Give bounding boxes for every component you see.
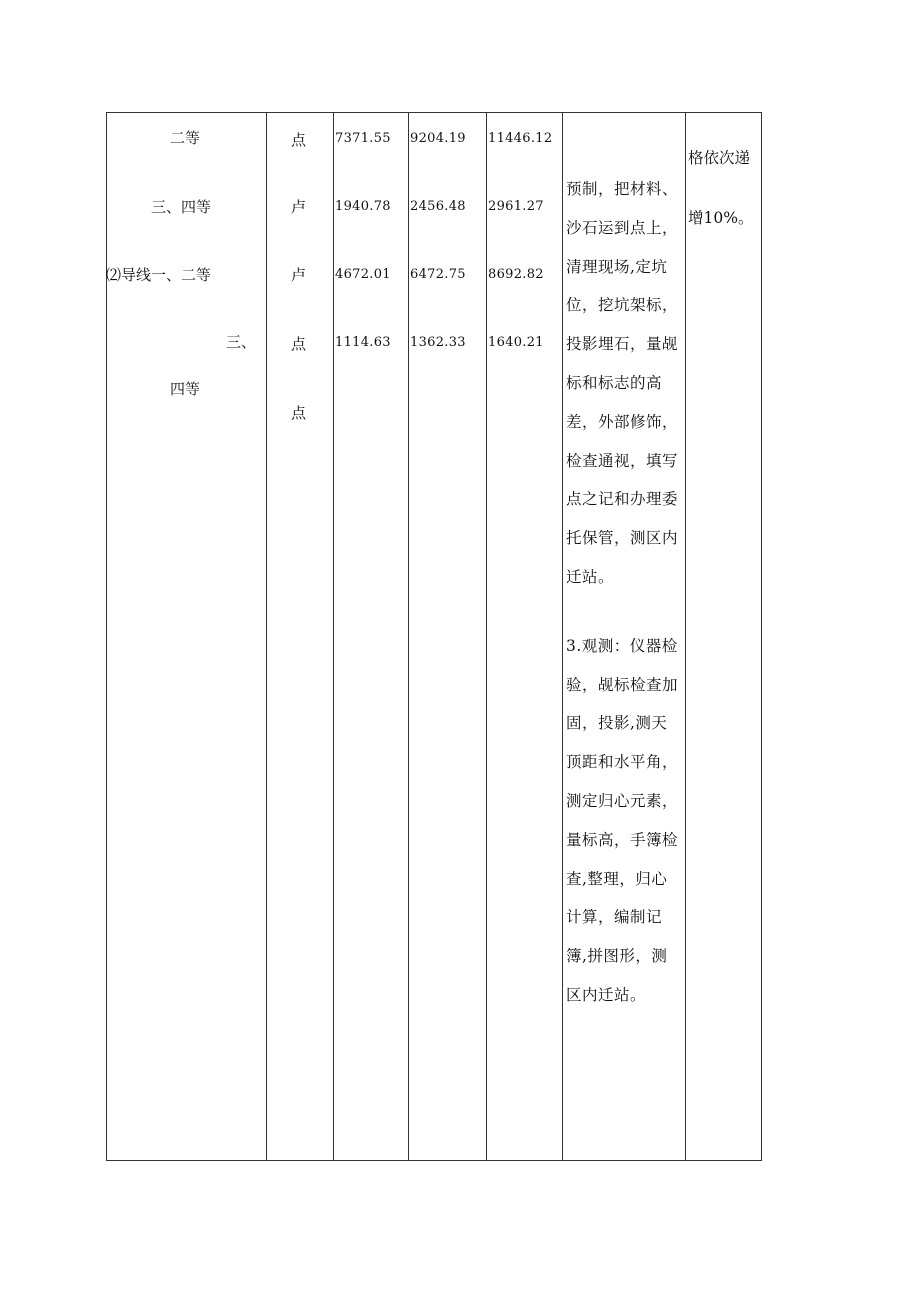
row-2-value-2: 2456.48 [410, 199, 466, 214]
description-line: 固，投影,测天 [566, 714, 668, 733]
description-line: 托保管，测区内 [566, 529, 679, 548]
description-line: 迁站。 [566, 567, 615, 586]
description-line: 沙石运到点上， [566, 218, 679, 237]
description-line: 簿,拼图形，测 [566, 947, 668, 966]
column-divider [408, 112, 409, 1161]
row-1-value-3: 11446.12 [488, 131, 553, 146]
description-line: 点之记和办理委 [566, 490, 679, 509]
row-1-value-1: 7371.55 [335, 131, 391, 146]
column-divider [333, 112, 334, 1161]
row-3-value-2: 6472.75 [410, 267, 466, 282]
description-part-1 [566, 170, 684, 597]
column-divider [562, 112, 563, 1161]
description-line: 清理现场,定坑 [566, 257, 668, 276]
extra-unit: 点 [291, 404, 307, 422]
row-4-unit: 点 [291, 335, 307, 353]
row-4-name-part-1: 三、 [226, 333, 257, 351]
description-line: 区内迁站。 [566, 985, 647, 1004]
description-line: 测定归心元素， [566, 791, 679, 810]
column-divider [266, 112, 267, 1161]
row-4-value-1: 1114.63 [335, 335, 391, 350]
row-3-name: ⑵导线一、二等 [106, 266, 212, 284]
row-1-value-2: 9204.19 [410, 131, 466, 146]
description-line: 预制，把材料、 [566, 180, 679, 198]
description-gap [566, 597, 684, 627]
row-1-name: 二等 [170, 129, 201, 147]
row-3-value-1: 4672.01 [335, 267, 391, 282]
row-2-value-1: 1940.78 [335, 199, 391, 214]
note-cell [688, 120, 760, 257]
column-divider [486, 112, 487, 1161]
row-2-value-3: 2961.27 [488, 199, 544, 214]
row-4-name-part-2: 四等 [170, 380, 201, 398]
row-2-name: 三、四等 [151, 198, 212, 216]
description-line: 检查通视，填写 [566, 451, 679, 470]
row-2-unit: 卢 [291, 198, 307, 216]
row-3-value-3: 8692.82 [488, 267, 544, 282]
note-line: 格依次递 [688, 148, 751, 167]
column-divider [685, 112, 686, 1161]
description-cell [566, 170, 684, 1015]
note-line: 增10%。 [688, 209, 754, 227]
description-line: 查,整理，归心 [566, 869, 668, 888]
description-line: 计算，编制记 [566, 908, 663, 927]
row-4-value-2: 1362.33 [410, 335, 466, 350]
description-part-2 [566, 627, 684, 1015]
description-line: 投影埋石，量觇 [566, 335, 679, 354]
description-line: 差，外部修饰， [566, 412, 679, 431]
description-line: 量标高，手簿检 [566, 830, 679, 849]
row-3-unit: 卢 [291, 266, 307, 284]
row-4-value-3: 1640.21 [488, 335, 544, 350]
description-line: 验，觇标检查加 [566, 675, 679, 694]
description-line: 位，挖坑架标， [566, 296, 679, 315]
description-line: 标和标志的高 [566, 373, 663, 392]
description-line: 顶距和水平角， [566, 753, 679, 772]
row-1-unit: 点 [291, 131, 307, 149]
description-line: 3.观测：仪器检 [566, 636, 678, 655]
